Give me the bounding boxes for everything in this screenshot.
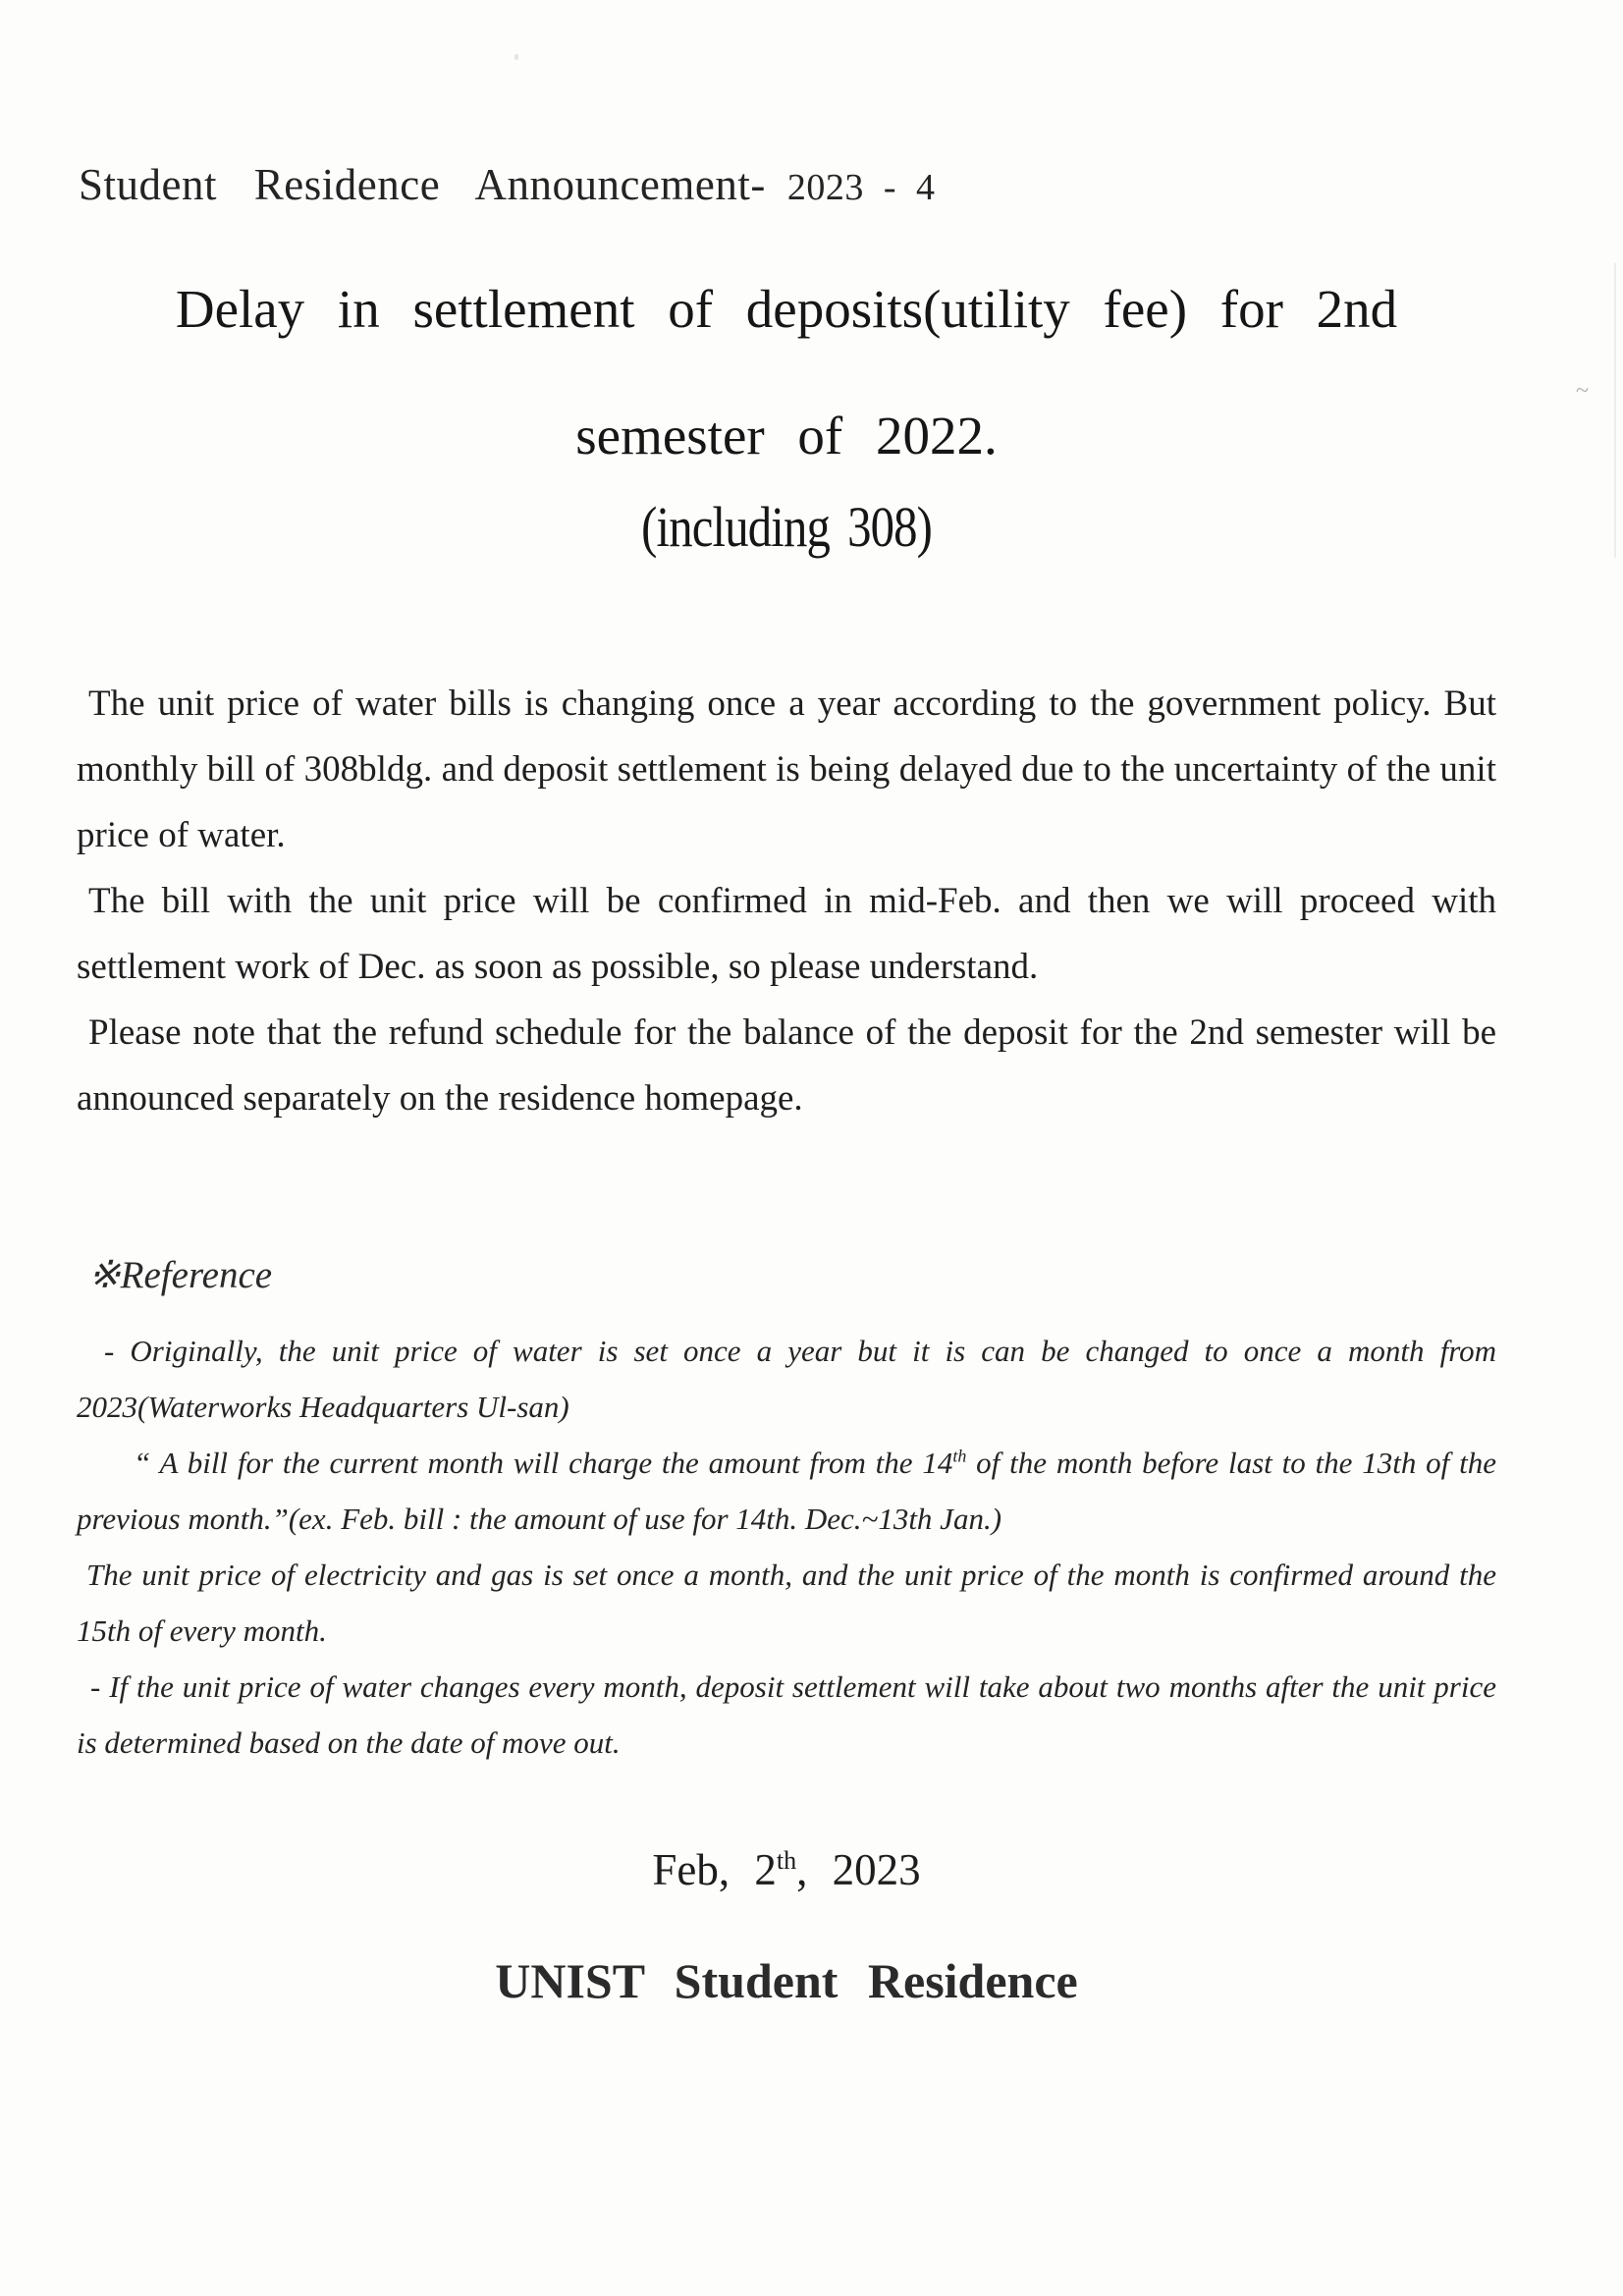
reference-item-2-superscript: th	[952, 1446, 967, 1466]
reference-heading: ※Reference	[88, 1254, 273, 1296]
body-paragraphs	[77, 671, 1496, 1131]
paragraph-3: Please note that the refund schedule for the balance of the deposit for the 2nd semester will be announced separately on the residence homepage.	[77, 1012, 1496, 1119]
paragraph-2: The bill with the unit price will be confirmed in mid-Feb. and then we will proceed with settlement work of Dec. as soon as possible, so please understand.	[77, 881, 1496, 987]
announcement-header	[79, 159, 936, 210]
reference-item-1: - Originally, the unit price of water is set once a year but it is can be changed to once a month from 2023(Waterworks Headquarters Ul-san)	[77, 1334, 1496, 1424]
title-line-2: semester of 2022.	[575, 406, 998, 465]
reference-item-2-pre: “ A bill for the current month will charge the amount from the 14	[134, 1446, 953, 1480]
reference-item-3: The unit price of electricity and gas is set once a month, and the unit price of the month is confirmed around the 15th of every month.	[77, 1558, 1496, 1648]
scan-edge-shadow	[1614, 263, 1616, 558]
reference-items	[77, 1323, 1496, 1771]
date-pre: Feb, 2	[652, 1845, 777, 1894]
date-line	[77, 1844, 1496, 1895]
header-label: Student Residence Announcement-	[79, 160, 766, 209]
reference-item-2	[77, 1435, 1496, 1547]
reference-item-2-post: of the month before last to the 13th of the previous month.”(ex. Feb. bill : the amount of use for 14th. Dec.~13th Jan.)	[77, 1446, 1496, 1536]
paragraph-1: The unit price of water bills is changing once a year according to the government policy. But monthly bill of 308bldg. and deposit settlement is being delayed due to the uncertainty of the unit price of water.	[77, 683, 1496, 855]
scan-tilde-artifact: ~	[1576, 378, 1589, 404]
date-superscript: th	[776, 1846, 797, 1875]
header-number: 2023 - 4	[786, 167, 936, 208]
document-content	[77, 0, 1496, 2296]
title-line-3	[77, 494, 1496, 560]
title-line-1: Delay in settlement of deposits(utility fee) for 2nd	[175, 279, 1398, 339]
title-line-3-text: (including 308)	[641, 495, 932, 559]
date-post: , 2023	[796, 1845, 921, 1894]
reference-item-4: - If the unit price of water changes every month, deposit settlement will take about two months after the unit price is determined based on the date of move out.	[77, 1669, 1496, 1760]
signature: UNIST Student Residence	[495, 1953, 1078, 2008]
